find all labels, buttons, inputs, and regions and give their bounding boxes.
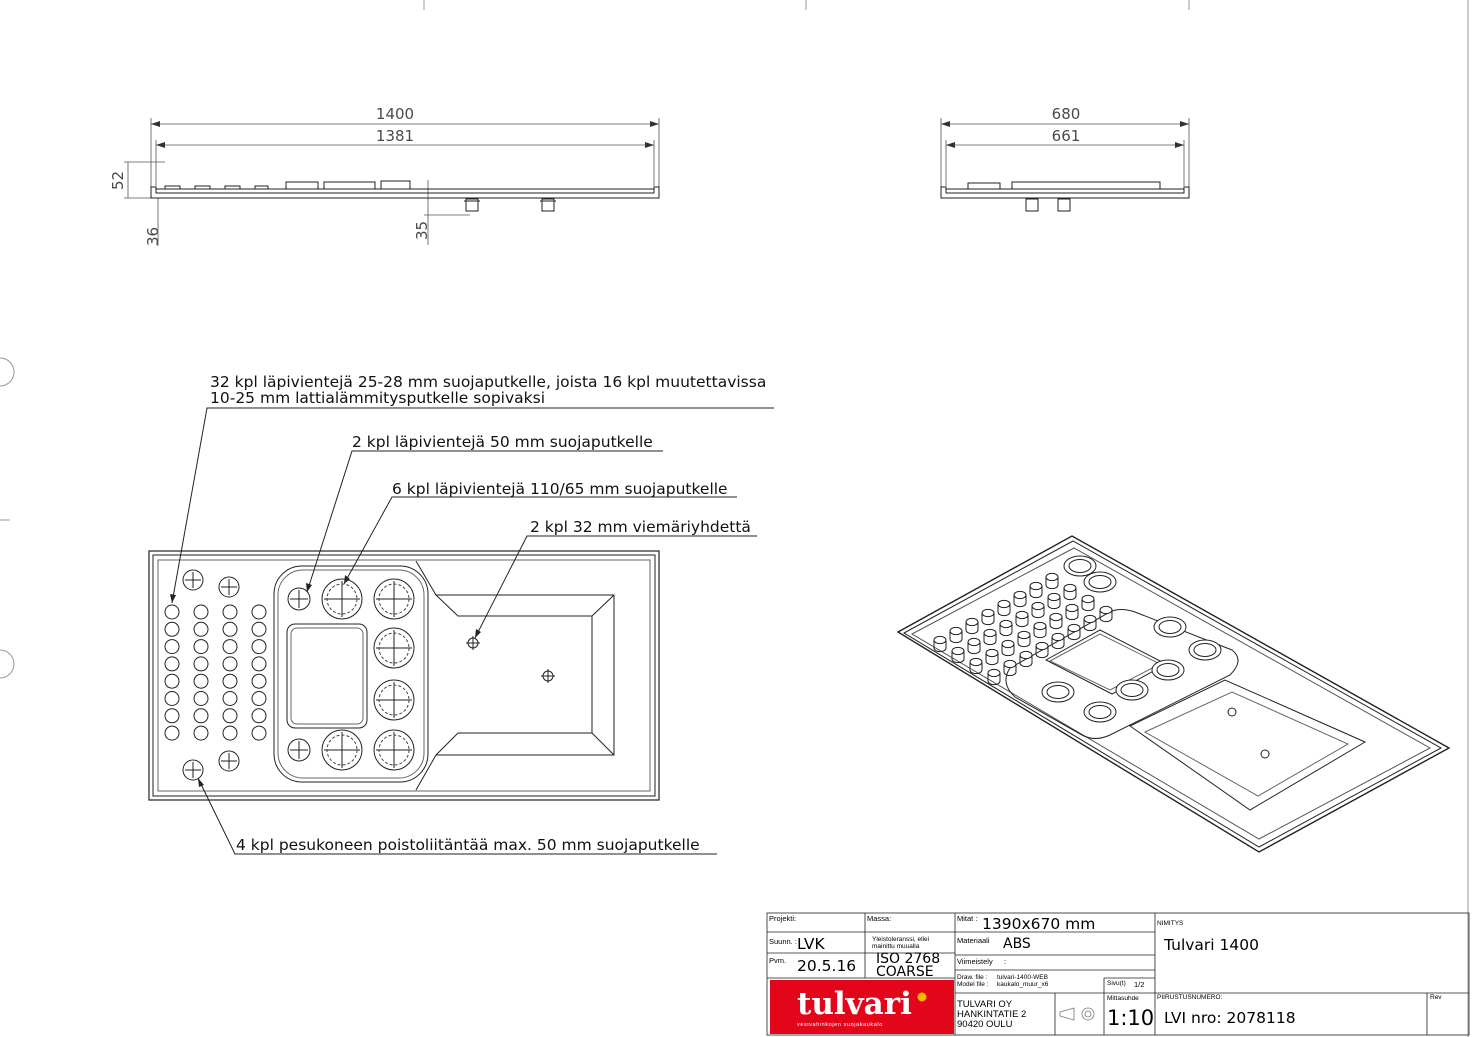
tolerance-class: COARSE xyxy=(876,964,934,980)
iso-small-boss xyxy=(1032,602,1044,617)
iso-small-boss xyxy=(1048,593,1060,608)
small-penetration-hole xyxy=(194,605,208,619)
iso-large-boss xyxy=(1152,660,1184,680)
iso-small-boss xyxy=(952,647,964,662)
iso-small-boss xyxy=(1064,584,1076,599)
tulvari-logo-tagline: vesivahinkojen suojakaukalo xyxy=(797,1022,883,1028)
small-penetration-hole xyxy=(194,674,208,688)
small-penetration-hole xyxy=(252,622,266,636)
small-penetration-hole xyxy=(165,726,179,740)
dim-front-35: 35 xyxy=(413,220,431,240)
callout-drain-connections: 2 kpl 32 mm viemäriyhdettä xyxy=(530,518,751,536)
iso-large-boss xyxy=(1116,680,1148,700)
drain-connection xyxy=(466,636,480,650)
iso-small-boss xyxy=(1018,631,1030,646)
page-label: Sivu(t) xyxy=(1107,980,1126,987)
tolerance-note-line1: Yleistoleranssi, ellei xyxy=(872,936,930,943)
small-penetration-hole xyxy=(194,726,208,740)
small-penetration-hole xyxy=(165,674,179,688)
small-penetration-hole xyxy=(194,622,208,636)
isometric-penetrations xyxy=(934,556,1221,722)
callout-small-penetrations-line2: 10-25 mm lattialämmitysputkelle sopivaksi xyxy=(210,389,545,407)
project-label: Projekti: xyxy=(769,914,797,923)
isometric-view xyxy=(898,536,1449,852)
iso-small-boss xyxy=(950,627,962,642)
iso-small-boss xyxy=(1066,604,1078,619)
iso-small-boss xyxy=(1004,660,1016,675)
drawing-number-value: LVI nro: 2078118 xyxy=(1164,1009,1296,1027)
large-penetration-hole xyxy=(374,628,414,668)
small-penetration-hole xyxy=(223,726,237,740)
model-file-value: kaukalo_muur_x6 xyxy=(997,981,1049,988)
iso-small-boss xyxy=(1002,640,1014,655)
revision-label: Rev xyxy=(1430,994,1442,1001)
small-penetration-hole xyxy=(252,726,266,740)
large-penetration-hole xyxy=(374,579,414,619)
leader-lines xyxy=(172,408,774,854)
scale-label: Mittasuhde xyxy=(1107,995,1139,1002)
company-street: HANKINTATIE 2 xyxy=(957,1009,1027,1020)
small-penetration-hole xyxy=(223,657,237,671)
top-view xyxy=(149,551,659,800)
tulvari-logo: tulvari xyxy=(797,986,912,1022)
draw-file-label: Draw. file : xyxy=(957,974,988,981)
iso-large-boss xyxy=(1084,572,1116,592)
iso-small-boss xyxy=(1014,591,1026,606)
small-penetration-hole xyxy=(194,640,208,654)
iso-small-boss xyxy=(1036,642,1048,657)
small-penetration-hole xyxy=(252,709,266,723)
small-penetration-hole xyxy=(165,692,179,706)
model-file-label: Model file : xyxy=(957,981,989,988)
tolerance-note-line2: mainittu muualla xyxy=(872,943,920,950)
large-penetration-hole xyxy=(322,730,362,770)
small-penetration-hole xyxy=(223,622,237,636)
dim-front-1400: 1400 xyxy=(375,105,415,123)
iso-small-boss xyxy=(1020,651,1032,666)
dim-front-36: 36 xyxy=(144,226,162,246)
small-penetration-hole xyxy=(165,605,179,619)
iso-small-boss xyxy=(986,649,998,664)
small-penetration-hole xyxy=(223,709,237,723)
iso-small-boss xyxy=(934,636,946,651)
large-penetration-hole xyxy=(374,680,414,720)
tulvari-logo-dot xyxy=(918,993,927,1002)
projection-symbol-icon xyxy=(1060,1008,1094,1020)
small-penetration-hole xyxy=(223,640,237,654)
iso-small-boss xyxy=(982,609,994,624)
small-penetration-hole xyxy=(252,640,266,654)
dimensions-value: 1390x670 mm xyxy=(982,915,1096,933)
dim-front-1381: 1381 xyxy=(375,127,415,145)
small-penetration-hole xyxy=(194,709,208,723)
washing-machine-hole xyxy=(183,760,203,780)
iso-small-boss xyxy=(1034,622,1046,637)
small-penetration-hole xyxy=(252,657,266,671)
washing-machine-connections xyxy=(183,570,239,780)
large-penetration-hole xyxy=(374,730,414,770)
small-penetration-hole xyxy=(165,622,179,636)
iso-large-boss xyxy=(1084,702,1116,722)
name-value: Tulvari 1400 xyxy=(1164,936,1259,954)
callout-large-penetrations: 6 kpl läpivientejä 110/65 mm suojaputkelle xyxy=(392,480,728,498)
designer-value: LVK xyxy=(797,935,825,953)
company-city: 90420 OULU xyxy=(957,1019,1013,1030)
iso-small-boss xyxy=(1082,595,1094,610)
tolerance-standard: ISO 2768 xyxy=(876,951,941,967)
iso-small-boss xyxy=(1000,620,1012,635)
medium-penetration-hole xyxy=(288,739,310,761)
large-penetration-hole xyxy=(322,579,362,619)
small-penetration-hole xyxy=(223,605,237,619)
page-value: 1/2 xyxy=(1134,980,1145,989)
small-penetration-hole xyxy=(223,692,237,706)
company-name: TULVARI OY xyxy=(957,999,1013,1010)
small-penetration-hole xyxy=(165,640,179,654)
finish-label: Viimeistely xyxy=(957,957,993,966)
iso-small-boss xyxy=(1100,606,1112,621)
material-value: ABS xyxy=(1003,936,1031,952)
iso-small-boss xyxy=(968,638,980,653)
iso-small-boss xyxy=(1068,624,1080,639)
drain-connection xyxy=(541,669,555,683)
iso-large-boss xyxy=(1189,640,1221,660)
dim-side-661: 661 xyxy=(1051,127,1081,145)
callout-washing-machine: 4 kpl pesukoneen poistoliitäntää max. 50 mm suojaputkelle xyxy=(236,836,700,854)
callout-small-penetrations-line1: 32 kpl läpivientejä 25-28 mm suojaputkelle, joista 16 kpl muutettavissa xyxy=(210,373,767,391)
iso-small-boss xyxy=(1050,613,1062,628)
iso-small-boss xyxy=(984,629,996,644)
dim-side-680: 680 xyxy=(1051,105,1081,123)
dim-front-52: 52 xyxy=(109,170,127,190)
iso-small-boss xyxy=(966,618,978,633)
iso-small-boss xyxy=(1016,611,1028,626)
washing-machine-hole xyxy=(183,570,203,590)
designer-label: Suunn. : xyxy=(769,937,797,946)
scale-value: 1:10 xyxy=(1107,1006,1155,1030)
small-penetration-hole xyxy=(165,657,179,671)
small-penetration-hole xyxy=(252,692,266,706)
name-label: NIMITYS xyxy=(1157,920,1184,927)
drawing-number-label: PIIRUSTUSNUMERO: xyxy=(1157,994,1223,1001)
mass-label: Massa: xyxy=(867,914,892,923)
small-penetration-hole xyxy=(194,692,208,706)
iso-large-boss xyxy=(1042,682,1074,702)
iso-small-boss xyxy=(1052,633,1064,648)
small-penetration-hole xyxy=(194,657,208,671)
iso-small-boss xyxy=(998,600,1010,615)
finish-colon: : xyxy=(1004,957,1007,966)
iso-small-boss xyxy=(1030,582,1042,597)
dimensions-label: Mitat : xyxy=(957,914,978,923)
small-penetrations xyxy=(165,605,266,740)
draw-file-value: tulvari-1400-WEB xyxy=(997,974,1048,981)
small-penetration-hole xyxy=(223,674,237,688)
small-penetration-hole xyxy=(252,674,266,688)
callout-medium-penetrations: 2 kpl läpivientejä 50 mm suojaputkelle xyxy=(352,433,653,451)
date-label: Pvm. xyxy=(769,956,787,965)
large-penetrations xyxy=(288,579,414,770)
small-penetration-hole xyxy=(252,605,266,619)
iso-large-boss xyxy=(1064,556,1096,576)
material-label: Materiaali xyxy=(957,936,990,945)
iso-large-boss xyxy=(1154,617,1186,637)
iso-small-boss xyxy=(1084,615,1096,630)
date-value: 20.5.16 xyxy=(797,957,857,975)
iso-small-boss xyxy=(1046,573,1058,588)
small-penetration-hole xyxy=(165,709,179,723)
washing-machine-hole xyxy=(219,577,239,597)
washing-machine-hole xyxy=(219,751,239,771)
